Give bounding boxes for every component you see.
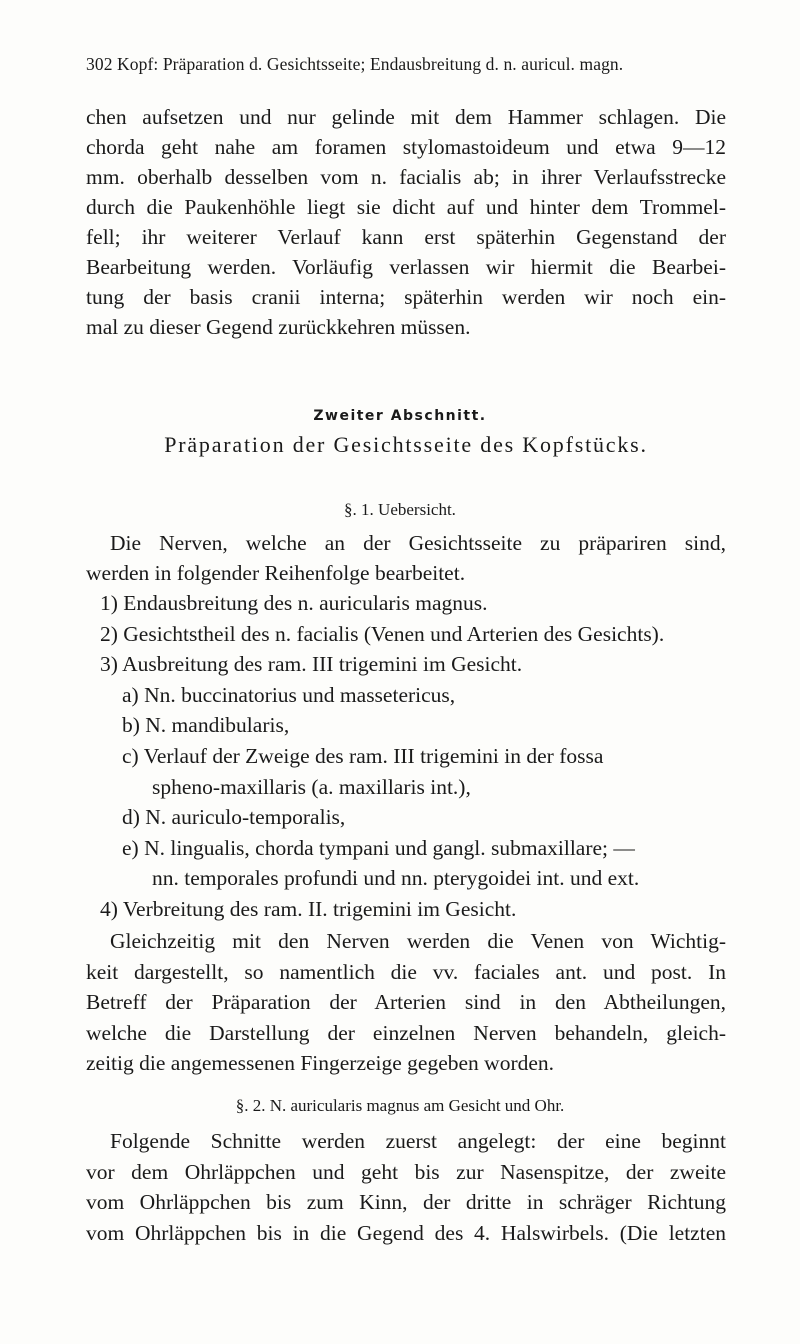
text-line: vor dem Ohrläppchen und geht bis zur Nasenspitze, der zweite (86, 1159, 726, 1184)
text-line: mal zu dieser Gegend zurückkehren müssen. (86, 315, 471, 339)
text-line: welche die Darstellung der einzelnen Nerven behandeln, gleich- (86, 1020, 726, 1045)
text-line: fell; ihr weiterer Verlauf kann erst späterhin Gegenstand der (86, 225, 726, 249)
text-line: vom Ohrläppchen bis zum Kinn, der dritte in schräger Richtung (86, 1190, 726, 1214)
text-line: chen aufsetzen und nur gelinde mit dem Hammer schlagen. Die (86, 105, 726, 129)
list-item: c) Verlauf der Zweige des ram. III trigemini in der fossa (122, 743, 604, 768)
text-line: Die Nerven, welche an der Gesichtsseite zu präpariren sind, (110, 531, 726, 555)
text-line: werden in folgender Reihenfolge bearbeitet. (86, 561, 466, 585)
text-line: zeitig die angemessenen Fingerzeige gegeben worden. (86, 1051, 555, 1075)
list-item: 3) Ausbreitung des ram. III trigemini im Gesicht. (100, 652, 523, 677)
running-head: 302 Kopf: Präparation d. Gesichtsseite; Endausbreitung d. n. auricul. magn. (86, 54, 624, 74)
overview-paragraph (86, 528, 726, 588)
list-item: 2) Gesichtstheil des n. facialis (Venen und Arterien des Gesichts). (100, 621, 665, 646)
list-item: d) N. auriculo-temporalis, (122, 805, 346, 830)
text-line: Betreff der Präparation der Arterien sind in den Abtheilungen, (86, 990, 726, 1014)
paragraph-heading-1: §. 1. Uebersicht. (344, 500, 456, 519)
list-item: b) N. mandibularis, (122, 713, 290, 738)
text-line: Bearbeitung werden. Vorläufig verlassen wir hiermit die Bearbei- (86, 255, 726, 279)
intro-paragraph (86, 102, 726, 342)
nerve-list (86, 588, 746, 925)
list-item: 1) Endausbreitung des n. auricularis magnus. (100, 591, 488, 615)
list-item: nn. temporales profundi und nn. pterygoidei int. und ext. (152, 866, 640, 891)
incision-paragraph (86, 1126, 726, 1248)
section-title: Präparation der Gesichtsseite des Kopfstücks. (164, 432, 648, 457)
text-line: chorda geht nahe am foramen stylomastoideum und etwa 9—12 (86, 135, 726, 159)
closing-paragraph (86, 926, 726, 1079)
text-line: keit dargestellt, so namentlich die vv. faciales ant. und post. In (86, 959, 726, 984)
text-line: tung der basis cranii interna; späterhin werden wir noch ein- (86, 285, 726, 309)
text-line: durch die Paukenhöhle liegt sie dicht auf und hinter dem Trommel- (86, 195, 726, 219)
list-item: spheno-maxillaris (a. maxillaris int.), (152, 774, 471, 799)
list-item: 4) Verbreitung des ram. II. trigemini im Gesicht. (100, 896, 517, 921)
section-heading: Zweiter Abschnitt. (313, 408, 487, 424)
list-item: e) N. lingualis, chorda tympani und gangl. submaxillare; — (122, 835, 635, 860)
list-item: a) Nn. buccinatorius und massetericus, (122, 682, 456, 707)
text-line: mm. oberhalb desselben vom n. facialis ab; in ihrer Verlaufsstrecke (86, 165, 726, 189)
paragraph-heading-2: §. 2. N. auricularis magnus am Gesicht und Ohr. (235, 1096, 565, 1115)
text-line: Folgende Schnitte werden zuerst angelegt: der eine beginnt (110, 1129, 726, 1153)
text-line: vom Ohrläppchen bis in die Gegend des 4. Halswirbels. (Die letzten (86, 1220, 726, 1245)
text-line: Gleichzeitig mit den Nerven werden die Venen von Wichtig- (110, 929, 726, 953)
